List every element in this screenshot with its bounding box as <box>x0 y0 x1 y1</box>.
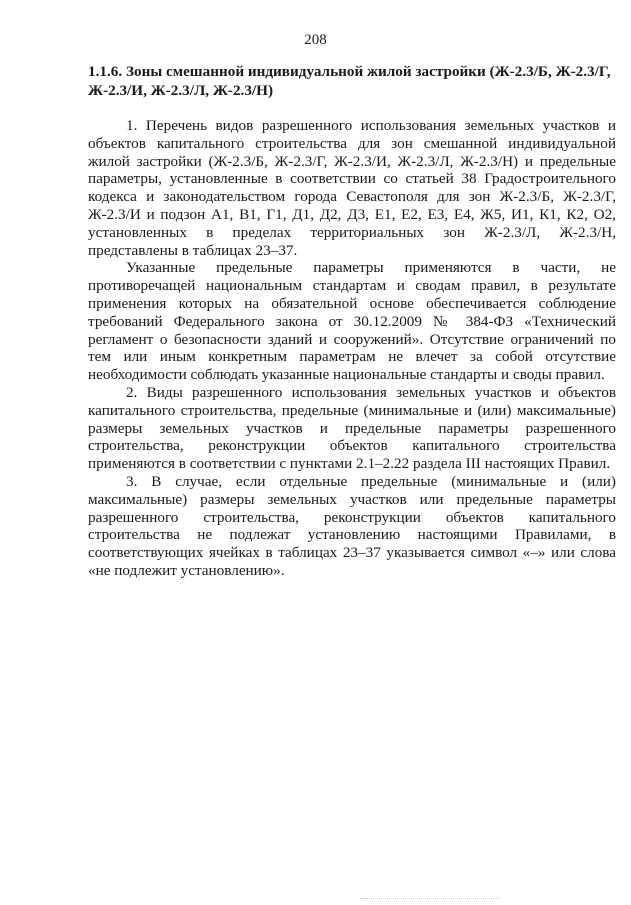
paragraph-4: 3. В случае, если отдельные предельные (минимальные и (или) максимальные) размеры земельных участков или предельные параметры разрешенного строительства, реконструкции объектов капитального строительства не подлежат установлению настоящими Правилами, в соответствующих ячейках в таблицах 23–37 указывается символ «–» или слова «не подлежит установлению». <box>88 472 616 579</box>
paragraph-3: 2. Виды разрешенного использования земельных участков и объектов капитального строительства, предельные (минимальные и (или) максимальные) размеры земельных участков и предельные параметры разрешенного строительства, реконструкции объектов капитального строительства применяются в соответствии с пунктами 2.1–2.22 раздела III настоящих Правил. <box>88 383 616 473</box>
paragraph-2: Указанные предельные параметры применяются в части, не противоречащей национальным стандартам и сводам правил, в результате применения которых на обязательной основе обеспечивается соблюдение требований Федерального закона от 30.12.2009 № 384-ФЗ «Технический регламент о безопасности зданий и сооружений». Отсутствие ограничений по тем или иным конкретным параметрам не влечет за собой отсутствие необходимости соблюдать указанные национальные стандарты и своды правил. <box>88 259 616 384</box>
paragraph-1: 1. Перечень видов разрешенного использования земельных участков и объектов капитального строительства для зон смешанной индивидуальной жилой застройки (Ж-2.3/Б, Ж-2.3/Г, Ж-2.3/И, Ж-2.3/Л, Ж-2.3/Н) и предельные параметры, установленные в соответствии со статьей 38 Градостроительного кодекса и законодательством города Севастополя для зон Ж-2.3/Б, Ж-2.3/Г, Ж-2.3/И и подзон А1, В1, Г1, Д1, Д2, Д3, Е1, Е2, Е3, Е4, Ж5, И1, К1, К2, О2, установленных в пределах территориальных зон Ж-2.3/Л, Ж-2.3/Н, представлены в таблицах 23–37. <box>88 117 616 259</box>
document-body <box>88 117 616 580</box>
section-heading: 1.1.6. Зоны смешанной индивидуальной жилой застройки (Ж-2.3/Б, Ж-2.3/Г, Ж-2.3/И, Ж-2.3/Л, Ж-2.3/Н) <box>88 63 611 99</box>
page-number: 208 <box>304 32 327 48</box>
scan-artifact <box>360 898 500 900</box>
